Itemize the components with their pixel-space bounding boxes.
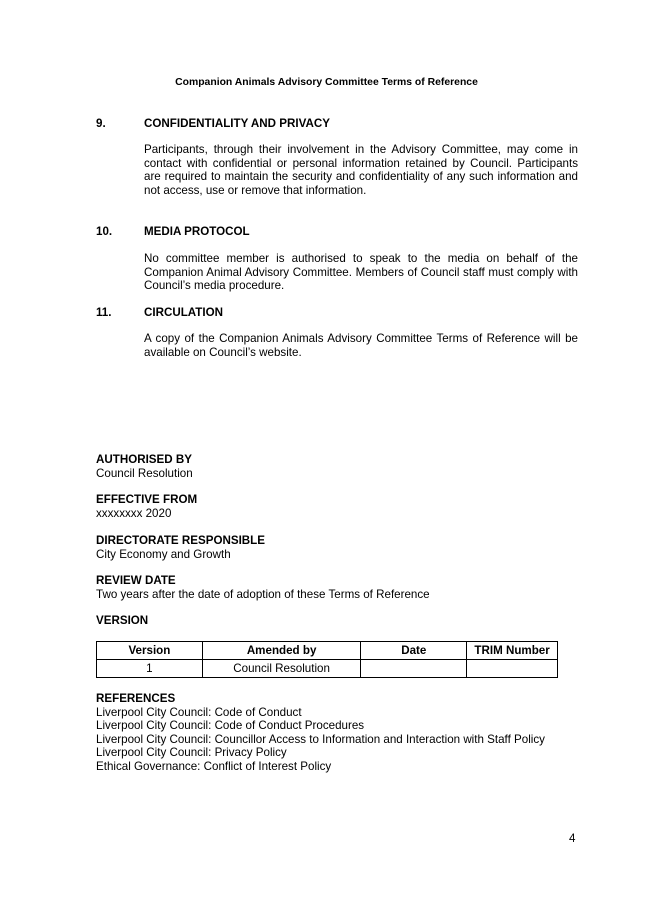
page-number: 4: [569, 832, 576, 845]
date-col-header: Date: [361, 642, 467, 660]
date-cell: [361, 660, 467, 678]
effective-from-value: xxxxxxxx 2020: [96, 506, 172, 520]
directorate-block: [96, 534, 265, 561]
section-11-body: A copy of the Companion Animals Advisory Committee Terms of Reference will be available on Council’s website.: [144, 332, 578, 359]
reference-item: Liverpool City Council: Privacy Policy: [96, 746, 287, 760]
directorate-label: DIRECTORATE RESPONSIBLE: [96, 534, 265, 547]
effective-from-label: EFFECTIVE FROM: [96, 493, 198, 506]
section-10-number: 10.: [96, 225, 113, 238]
amended-by-cell: Council Resolution: [202, 660, 361, 678]
reference-item: Liverpool City Council: Code of Conduct: [96, 705, 302, 719]
trim-number-cell: [467, 660, 558, 678]
review-date-block: [96, 574, 430, 601]
section-9-body: Participants, through their involvement in the Advisory Committee, may come in contact with confidential or personal information retained by Council. Participants are required to maintain the security and confidentiality of any such information and not access, use or remove that information.: [144, 143, 578, 197]
directorate-value: City Economy and Growth: [96, 547, 231, 561]
amended-by-col-header: Amended by: [202, 642, 361, 660]
section-9-title: CONFIDENTIALITY AND PRIVACY: [144, 117, 330, 130]
version-table: [96, 641, 558, 678]
version-table-header-row: [97, 642, 558, 660]
authorised-by-label: AUTHORISED BY: [96, 453, 192, 466]
review-date-label: REVIEW DATE: [96, 574, 176, 587]
section-10-title: MEDIA PROTOCOL: [144, 225, 250, 238]
section-10-body: No committee member is authorised to speak to the media on behalf of the Companion Animal Advisory Committee. Members of Council staff must comply with Council’s media procedure.: [144, 252, 578, 293]
authorised-by-value: Council Resolution: [96, 466, 193, 480]
section-9-number: 9.: [96, 117, 106, 130]
version-block: [96, 614, 148, 628]
section-11-title: CIRCULATION: [144, 306, 223, 319]
effective-from-block: [96, 493, 197, 520]
references-label: REFERENCES: [96, 692, 176, 705]
reference-item: Liverpool City Council: Councillor Access to Information and Interaction with Staff Policy: [96, 732, 545, 746]
section-11-number: 11.: [96, 306, 112, 319]
trim-number-col-header: TRIM Number: [467, 642, 558, 660]
table-row: [97, 660, 558, 678]
version-col-header: Version: [97, 642, 203, 660]
version-label: VERSION: [96, 614, 149, 627]
reference-item: Liverpool City Council: Code of Conduct Procedures: [96, 719, 365, 733]
references-block: [96, 692, 545, 774]
document-header: Companion Animals Advisory Committee Terms of Reference: [175, 77, 478, 88]
authorised-by-block: [96, 453, 193, 480]
reference-item: Ethical Governance: Conflict of Interest Policy: [96, 759, 332, 773]
review-date-value: Two years after the date of adoption of these Terms of Reference: [96, 587, 430, 601]
version-cell: 1: [97, 660, 203, 678]
